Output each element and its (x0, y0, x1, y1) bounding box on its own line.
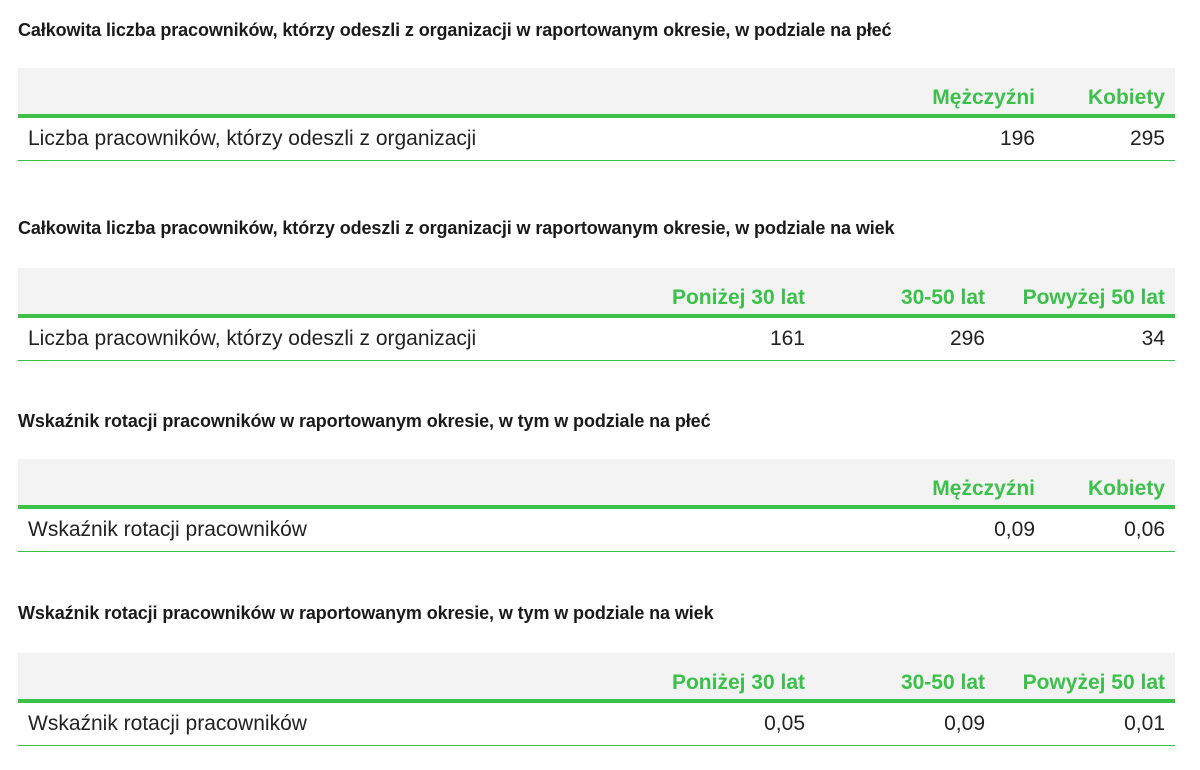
header-30-50: 30-50 lat (815, 653, 995, 701)
header-men: Mężczyźni (895, 459, 1045, 507)
section-title: Wskaźnik rotacji pracowników w raportowanym okresie, w tym w podziale na wiek (18, 603, 714, 623)
table-row (18, 701, 1175, 746)
header-empty-cell (18, 68, 895, 116)
header-over-50: Powyżej 50 lat (995, 653, 1175, 701)
value-men: 0,09 (895, 507, 1045, 552)
header-empty-cell (18, 268, 665, 316)
header-empty-cell (18, 459, 895, 507)
row-label: Wskaźnik rotacji pracowników (18, 701, 665, 746)
section-departures-by-age (18, 216, 1175, 350)
value-30-50: 0,09 (815, 701, 995, 746)
header-under-30: Poniżej 30 lat (665, 268, 815, 316)
table-header-row (18, 653, 1175, 701)
header-under-30: Poniżej 30 lat (665, 653, 815, 701)
section-title: Całkowita liczba pracowników, którzy odeszli z organizacji w raportowanym okresie, w podziale na płeć (18, 20, 892, 40)
turnover-by-gender-table (18, 459, 1175, 552)
value-under-30: 0,05 (665, 701, 815, 746)
departures-by-gender-table (18, 68, 1175, 161)
section-turnover-by-gender (18, 409, 1175, 541)
row-label: Wskaźnik rotacji pracowników (18, 507, 895, 552)
header-men: Mężczyźni (895, 68, 1045, 116)
table-header-row (18, 459, 1175, 507)
value-over-50: 0,01 (995, 701, 1175, 746)
section-title: Całkowita liczba pracowników, którzy odeszli z organizacji w raportowanym okresie, w podziale na wiek (18, 218, 895, 238)
header-empty-cell (18, 653, 665, 701)
departures-by-age-table (18, 268, 1175, 361)
header-30-50: 30-50 lat (815, 268, 995, 316)
table-row (18, 116, 1175, 161)
header-over-50: Powyżej 50 lat (995, 268, 1175, 316)
table-header-row (18, 268, 1175, 316)
row-label: Liczba pracowników, którzy odeszli z organizacji (18, 116, 895, 161)
table-header-row (18, 68, 1175, 116)
value-men: 196 (895, 116, 1045, 161)
header-women: Kobiety (1045, 68, 1175, 116)
row-label: Liczba pracowników, którzy odeszli z organizacji (18, 316, 665, 361)
value-30-50: 296 (815, 316, 995, 361)
table-row (18, 507, 1175, 552)
value-women: 0,06 (1045, 507, 1175, 552)
section-title: Wskaźnik rotacji pracowników w raportowanym okresie, w tym w podziale na płeć (18, 411, 711, 431)
value-over-50: 34 (995, 316, 1175, 361)
section-turnover-by-age (18, 601, 1175, 735)
table-row (18, 316, 1175, 361)
value-women: 295 (1045, 116, 1175, 161)
turnover-by-age-table (18, 653, 1175, 746)
section-departures-by-gender (18, 18, 1175, 150)
header-women: Kobiety (1045, 459, 1175, 507)
value-under-30: 161 (665, 316, 815, 361)
